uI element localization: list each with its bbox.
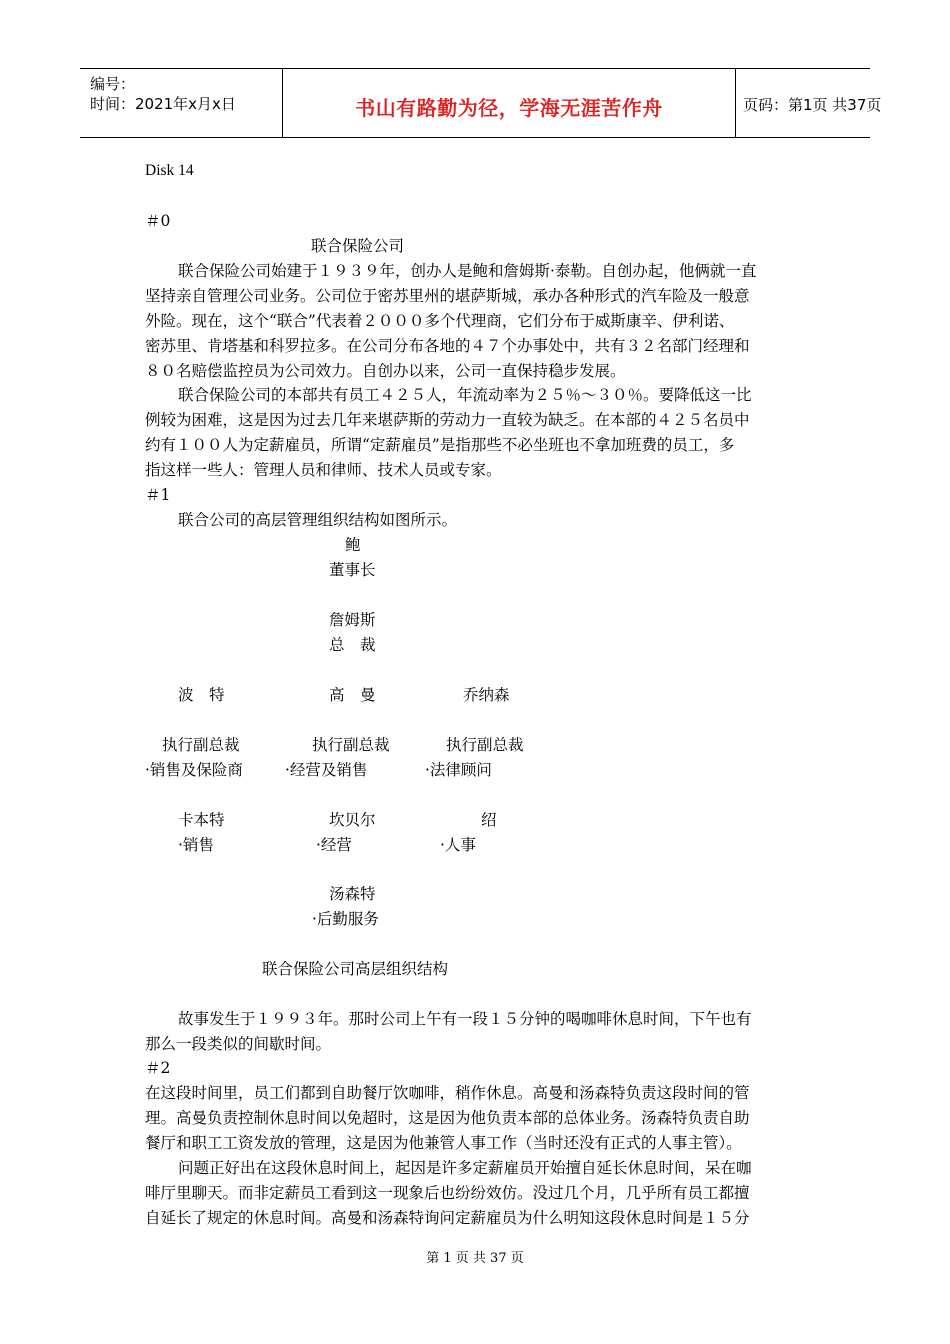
page-info: 页码：第1页 共37页 [743, 96, 882, 114]
paragraph-line: 那么一段类似的间歇时间。 [145, 1035, 332, 1053]
org-name-bote: 波 特 [178, 686, 225, 704]
org-name-shao: 绍 [481, 811, 497, 829]
org-title-evp: 执行副总裁 [162, 736, 240, 754]
org-dept-bote: ·销售及保险商 [145, 761, 243, 779]
serial-label: 编号： [90, 75, 136, 93]
paragraph-line: 例较为困难，这是因为过去几年来堪萨斯的劳动力一直较为缺乏。在本部的４２５名员中 [145, 411, 750, 429]
org-name-gaoman: 高 曼 [329, 686, 376, 704]
paragraph-line: 在这段时间里，员工们都到自助餐厅饮咖啡，稍作休息。高曼和汤森特负责这段时间的管 [145, 1084, 750, 1102]
org-name-kanbeier: 坎贝尔 [329, 811, 376, 829]
org-name-bao: 鲍 [345, 536, 361, 554]
paragraph-line: 故事发生于１９９３年。那时公司上午有一段１５分钟的喝咖啡休息时间，下午也有 [178, 1010, 752, 1028]
paragraph-line: 理。高曼负责控制休息时间以免超时，这是因为他负责本部的总体业务。汤森特负责自助 [145, 1109, 750, 1127]
section-marker: ＃0 [145, 212, 171, 230]
paragraph-line: 问题正好出在这段休息时间上，起因是许多定薪雇员开始擅自延长休息时间，呆在咖 [178, 1159, 752, 1177]
paragraph-line: 联合公司的高层管理组织结构如图所示。 [178, 511, 458, 529]
doc-title: 联合保险公司 [311, 237, 405, 255]
header-page-cell [735, 69, 882, 137]
paragraph-line: 指这样一些人：管理人员和律师、技术人员或专家。 [145, 461, 502, 479]
paragraph-line: 联合保险公司始建于１９３９年，创办人是鲍和詹姆斯·泰勒。自创办起，他俩就一直 [178, 262, 757, 280]
org-dept-kanbeier: ·经营 [316, 836, 352, 854]
paragraph-line: 外险。现在，这个“联合”代表着２０００多个代理商，它们分布于威斯康辛、伊利诺、 [145, 312, 735, 330]
page-header [80, 68, 882, 138]
paragraph-line: 联合保险公司的本部共有员工４２５人，年流动率为２５％～３０％。要降低这一比 [178, 386, 752, 404]
paragraph-line: 密苏里、肯塔基和科罗拉多。在公司分布各地的４７个办事处中，共有３２名部门经理和 [145, 337, 750, 355]
org-name-james: 詹姆斯 [329, 611, 376, 629]
header-meta-cell [80, 69, 282, 137]
disk-label: Disk 14 [145, 162, 194, 179]
header-motto-cell [282, 69, 736, 137]
paragraph-line: 自延长了规定的休息时间。高曼和汤森特询问定薪雇员为什么明知这段休息时间是１５分 [145, 1209, 750, 1227]
date-label: 时间：2021年x月x日 [90, 95, 236, 113]
org-title-evp: 执行副总裁 [312, 736, 390, 754]
paragraph-line: 啡厅里聊天。而非定薪员工看到这一现象后也纷纷效仿。没过几个月，几乎所有员工都擅 [145, 1184, 750, 1202]
paragraph-line: ８０名赔偿监控员为公司效力。自创办以来，公司一直保持稳步发展。 [145, 362, 626, 380]
org-dept-shao: ·人事 [440, 836, 476, 854]
paragraph-line: 餐厅和职工工资发放的管理，这是因为他兼管人事工作（当时还没有正式的人事主管）。 [145, 1134, 742, 1152]
org-dept-gaoman: ·经营及销售 [285, 761, 368, 779]
org-title-president: 总 裁 [329, 636, 376, 654]
org-name-tangsente: 汤森特 [329, 885, 376, 903]
paragraph-line: 坚持亲自管理公司业务。公司位于密苏里州的堪萨斯城，承办各种形式的汽车险及一般意 [145, 287, 750, 305]
paragraph-line: 约有１００人为定薪雇员，所谓“定薪雇员”是指那些不必坐班也不拿加班费的员工，多 [145, 436, 735, 454]
org-name-kabente: 卡本特 [178, 811, 225, 829]
motto: 书山有路勤为径，学海无涯苦作舟 [355, 96, 663, 120]
section-marker: ＃2 [145, 1059, 171, 1077]
org-title-evp: 执行副总裁 [446, 736, 524, 754]
org-title-chairman: 董事长 [329, 561, 376, 579]
page-footer: 第 1 页 共 37 页 [426, 1251, 524, 1266]
org-name-qiaonasen: 乔纳森 [463, 686, 510, 704]
section-marker: ＃1 [145, 486, 171, 504]
org-dept-qiaonasen: ·法律顾问 [425, 761, 492, 779]
org-chart-caption: 联合保险公司高层组织结构 [262, 960, 449, 978]
org-dept-kabente: ·销售 [178, 836, 214, 854]
org-dept-tangsente: ·后勤服务 [312, 910, 379, 928]
